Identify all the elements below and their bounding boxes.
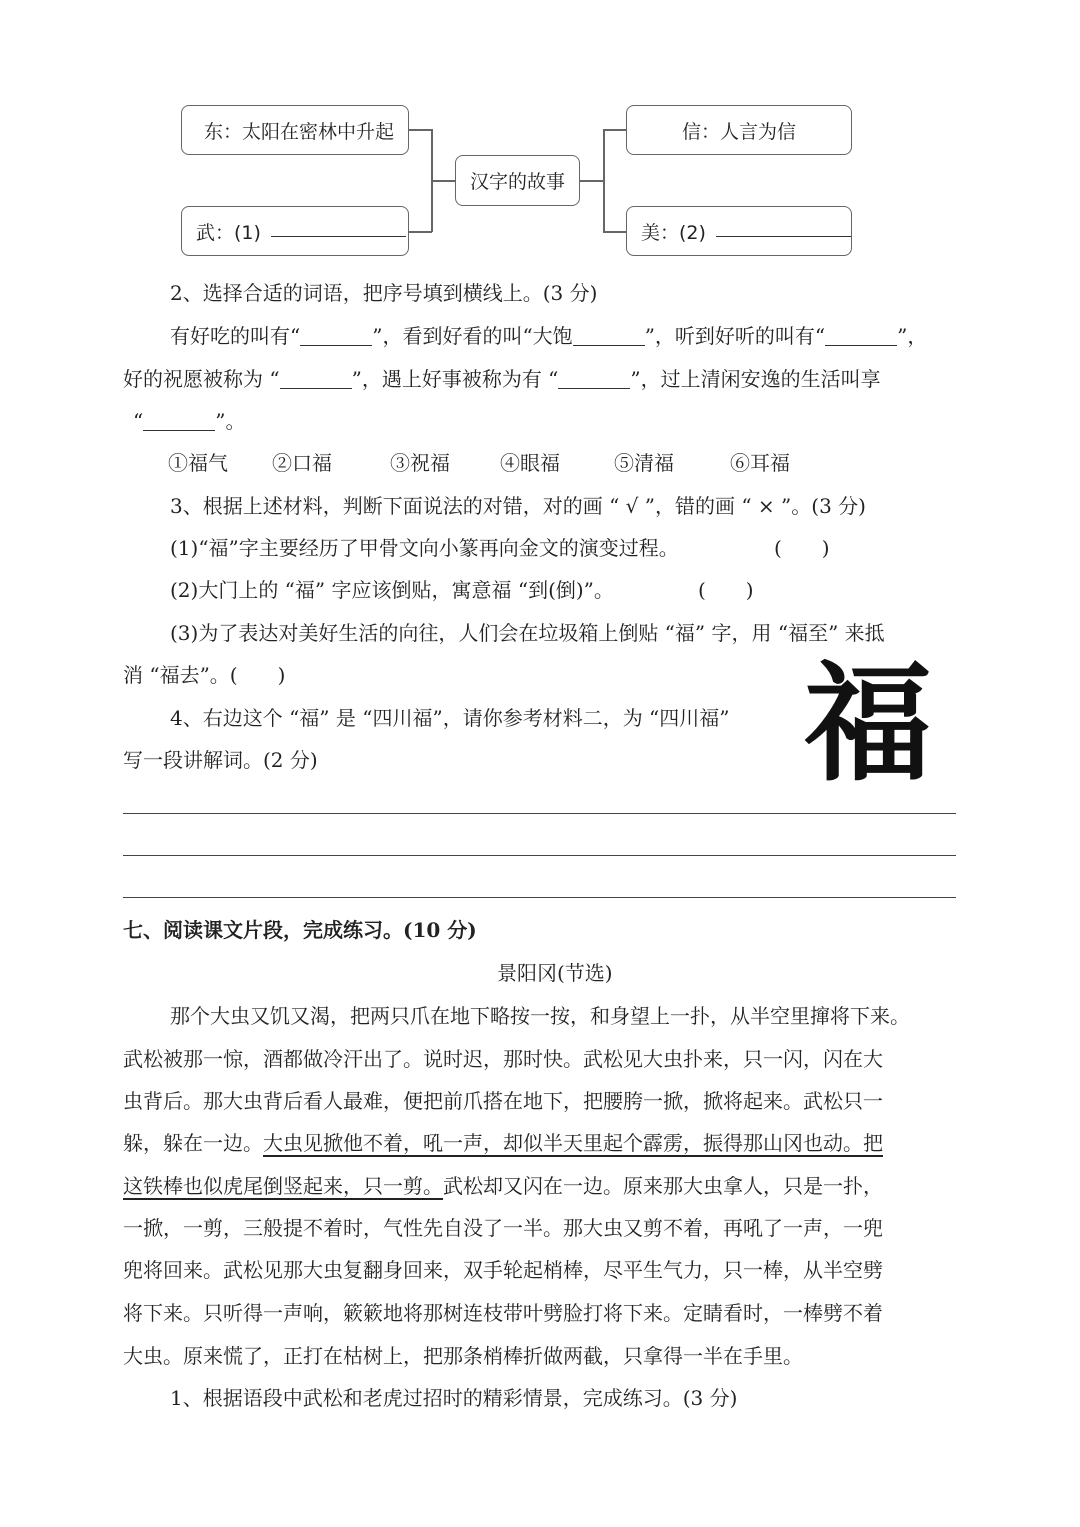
q4-line-1: 4、右边这个 “福” 是 “四川福”，请你参考材料二，为 “四川福” [170,706,730,730]
diagram-text-top-left: 东：太阳在密林中升起 [204,120,395,143]
q2-option-5: ⑤清福 [614,451,674,475]
diagram-text-top-right: 信：人言为信 [681,120,796,143]
q3-statement-3-line2: 消 “福去”。( ) [123,663,286,687]
section7-heading: 七、阅读课文片段，完成练习。(10 分) [123,918,477,942]
connector-right-bottom [603,231,626,233]
q2-option-6: ⑥耳福 [730,451,790,475]
q3-heading: 3、根据上述材料，判断下面说法的对错，对的画 “ √ ”，错的画 “ × ”。(3 分) [170,494,866,518]
answer-blank-2[interactable] [716,226,851,237]
q2-l1-a: 有好吃的叫有“ [170,324,301,348]
q4-line-2: 写一段讲解词。(2 分) [123,748,318,772]
passage-line-2: 武松被那一惊，酒都做冷汗出了。说时迟，那时快。武松见大虫扑来，只一闪，闪在大 [123,1047,883,1071]
q2-option-4: ④眼福 [500,451,560,475]
q2-blank-1[interactable] [300,327,372,346]
q2-l1-c: ”，听到好听的叫有“ [644,324,826,348]
passage-line-6: 一掀，一剪，三般提不着时，气性先自没了一半。那大虫又剪不着，再吼了一声，一兜 [123,1216,883,1240]
q2-blank-2[interactable] [573,327,645,346]
connector-right-vertical [603,129,605,232]
passage-line-7: 兜将回来。武松见那大虫复翻身回来，双手轮起梢棒，尽平生气力，只一棒，从半空劈 [123,1258,883,1282]
passage-line-5-b: 武松却又闪在一边。原来那大虫拿人，只是一扑， [443,1174,883,1198]
passage-line-4-a: 躲，躲在一边。 [123,1131,263,1155]
passage-line-3: 虫背后。那大虫背后看人最难，便把前爪搭在地下，把腰胯一掀，掀将起来。武松只一 [123,1089,883,1113]
passage-line-5 [123,1176,883,1196]
q2-option-3: ③祝福 [390,451,450,475]
q2-l3-b: ”。 [215,409,246,433]
diagram-box-top-right [626,105,852,155]
q2-option-1: ①福气 [168,451,228,475]
diagram-box-top-left [181,105,409,155]
answer-line-3[interactable] [123,897,956,898]
q3-statement-1: (1)“福”字主要经历了甲骨文向小篆再向金文的演变过程。 [170,536,679,560]
diagram-text-bottom-right: 美：(2) [641,221,706,244]
q2-blank-3[interactable] [825,327,897,346]
diagram-box-bottom-left [181,206,409,256]
passage-underlined-1: 大虫见掀他不着，吼一声，却似半天里起个霹雳，振得那山冈也动。把 [263,1131,883,1155]
connector-left-center [431,180,455,182]
q3-answer-1[interactable]: ( ) [774,536,830,560]
passage-line-4 [123,1133,883,1153]
diagram-text-bottom-left: 武：(1) [196,221,261,244]
q3-answer-2[interactable]: ( ) [698,578,754,602]
q3-statement-3-line1: (3)为了表达对美好生活的向往，人们会在垃圾箱上倒贴 “福” 字，用 “福至” 来抵 [170,621,885,645]
q2-blank-6[interactable] [143,412,215,431]
q2-l1-d: ”， [897,324,928,348]
diagram-box-center [455,155,580,206]
q2-blank-5[interactable] [558,370,630,389]
q2-l3-a: “ [133,409,144,433]
passage-line-8: 将下来。只听得一声响，簌簌地将那树连枝带叶劈脸打将下来。定睛看时，一棒劈不着 [123,1301,883,1325]
q2-line-1 [170,326,927,346]
connector-right-center [580,180,604,182]
q2-line-2 [123,369,881,389]
q2-l2-b: ”，遇上好事被称为有 “ [351,367,559,391]
answer-blank-1[interactable] [271,226,406,237]
q2-l2-c: ”，过上清闲安逸的生活叫享 [630,367,881,391]
q2-l1-b: ”，看到好看的叫“大饱 [372,324,573,348]
connector-left-top [409,129,432,131]
passage-line-1: 那个大虫又饥又渴，把两只爪在地下略按一按，和身望上一扑，从半空里撺将下来。 [170,1004,910,1028]
q2-line-3 [133,411,245,431]
q2-blank-4[interactable] [280,370,352,389]
answer-line-2[interactable] [123,855,956,856]
diagram-text-center: 汉字的故事 [469,171,565,193]
sichuan-fu-char: 福 [804,650,929,799]
connector-right-top [603,129,626,131]
q2-l2-a: 好的祝愿被称为 “ [123,367,280,391]
connector-left-bottom [409,231,432,233]
q2-heading: 2、选择合适的词语，把序号填到横线上。(3 分) [170,281,598,305]
passage-title: 景阳冈(节选) [497,961,613,985]
passage-underlined-2: 这铁棒也似虎尾倒竖起来，只一剪。 [123,1174,443,1198]
answer-line-1[interactable] [123,813,956,814]
sichuan-fu-logo [804,650,929,799]
diagram-box-bottom-right [626,206,852,256]
q3-statement-2: (2)大门上的 “福” 字应该倒贴，寓意福 “到(倒)”。 [170,578,614,602]
q2-option-2: ②口福 [272,451,332,475]
section7-q1: 1、根据语段中武松和老虎过招时的精彩情景，完成练习。(3 分) [170,1386,738,1410]
passage-line-9: 大虫。原来慌了，正打在枯树上，把那条梢棒折做两截，只拿得一半在手里。 [123,1344,803,1368]
